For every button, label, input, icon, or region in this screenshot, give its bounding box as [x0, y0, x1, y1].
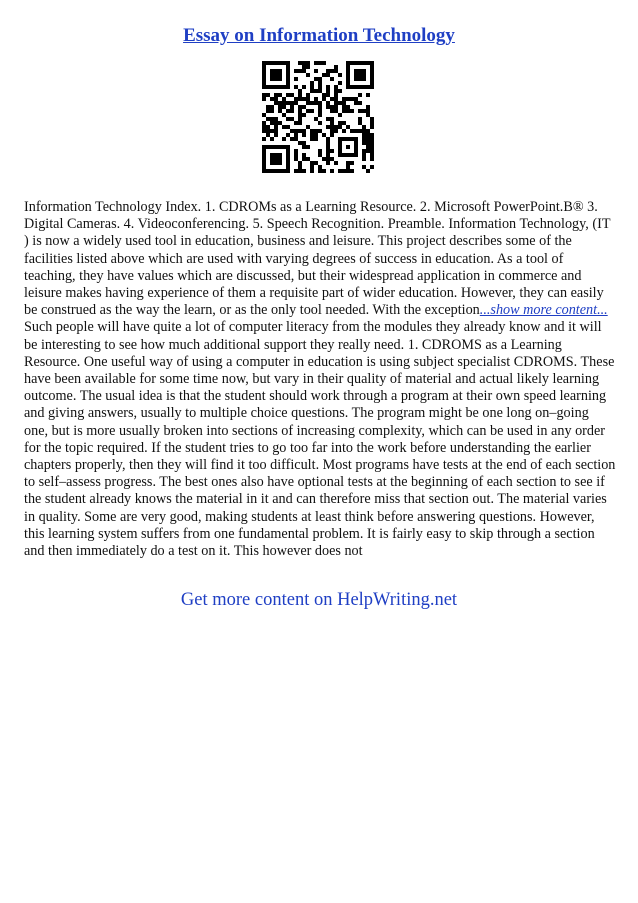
paragraph-1-text: Information Technology Index. 1. CDROMs as a Learning Resource. 2. Microsoft PowerPoint.B® 3. Digital Cameras. 4. Videoconferencing. 5. Speech Recognition. Preamble. Information Technology, (IT ) is now a widely used tool in education, business and leisure. This project describes some of the facilities listed above which are used with varying degrees of success in education. As a tool of teaching, they have values which are discussed, but their widespread application in commerce and leisure makes having experience of them a requisite part of wider education. However, they can easily be construed as the way the learn, or as the only tool needed. With the exception	[24, 199, 611, 319]
qr-code	[262, 61, 374, 173]
essay-paragraph-2: Such people will have quite a lot of computer literacy from the modules they already know and it will be interesting to see how much additional support they really need. 1. CDROMS as a Learning Resource. One useful way of using a computer in education is using subject specialist CDROMS. These have been available for some time now, but vary in their quality of material and actual likely learning outcome. The usual idea is that the student should work through a program at their own speed learning and giving answers, usually to multiple choice questions. The program might be one long on–going one, but is more usually broken into sections of increasing complexity, which can be used in any order for the topic required. If the student tries to go too far into the work before understanding the earlier chapters properly, then they will find it too difficult. Most programs have tests at the end of each section to self–assess progress. The best ones also have optional tests at the beginning of each section to see if the student already knows the material in it and can therefore miss that section out. The material varies in quality. Some are very good, making students at least think before answering questions. However, this learning system suffers from one fundamental problem. It is fairly easy to skip through a section and then immediately do a test on it. This however does not	[24, 319, 616, 560]
essay-paragraph-1	[24, 199, 616, 319]
show-more-link[interactable]: ...show more content...	[479, 302, 608, 319]
helpwriting-link[interactable]: Get more content on HelpWriting.net	[180, 590, 458, 610]
document-title[interactable]: Essay on Information Technology	[183, 25, 455, 46]
essay-body	[24, 199, 616, 560]
